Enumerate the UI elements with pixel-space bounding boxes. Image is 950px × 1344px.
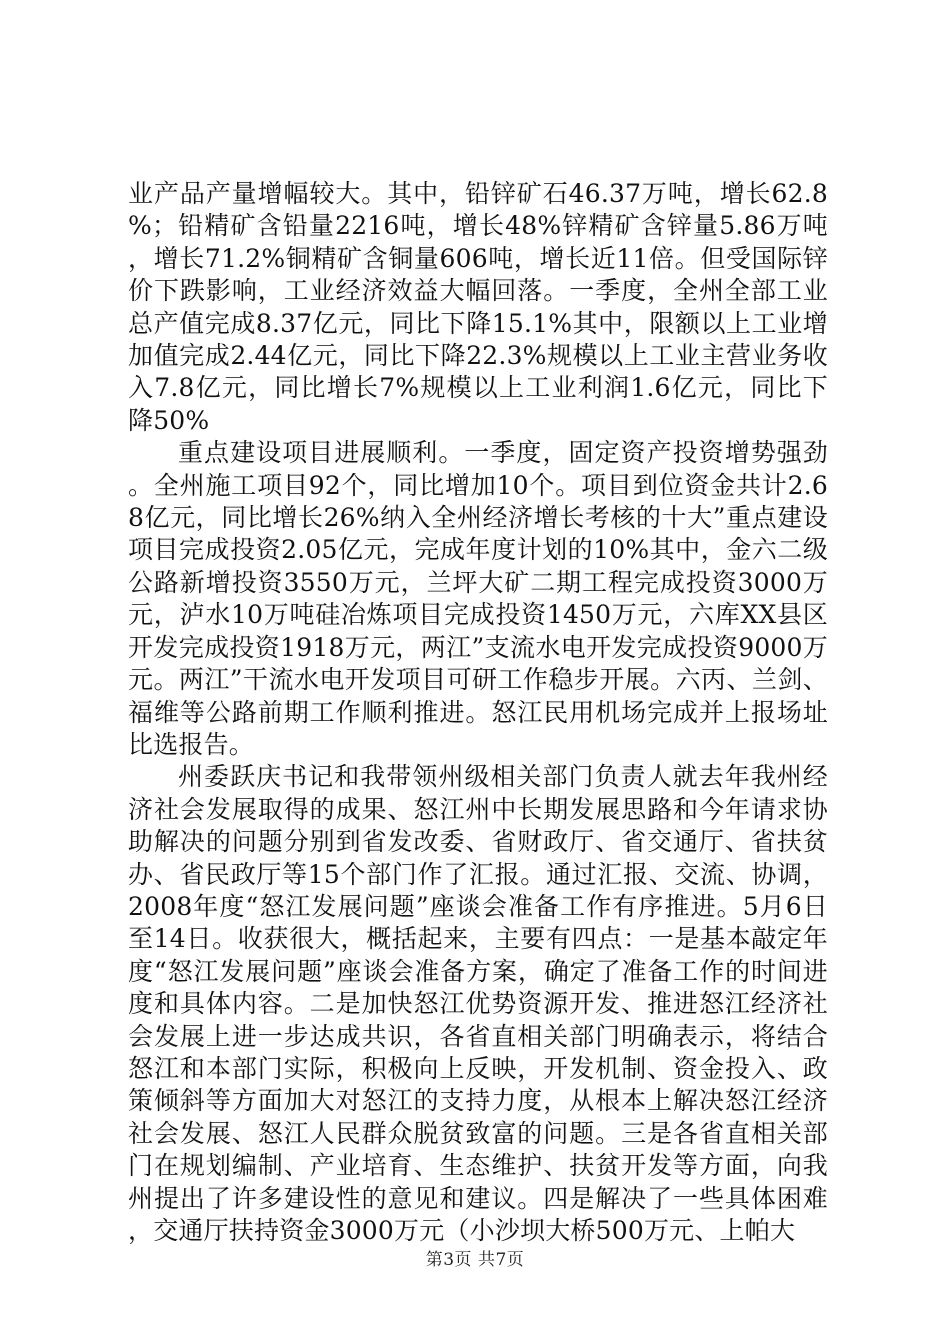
paragraph-industry: 业产品产量增幅较大。其中，铅锌矿石46.37万吨，增长62.8%；铅精矿含铅量2216吨，增长48%锌精矿含锌量5.86万吨，增长71.2%铜精矿含铜量606吨，增长近11倍。但受国际锌价下跌影响，工业经济效益大幅回落。一季度，全州全部工业总产值完成8.37亿元，同比下降15.1%其中，限额以上工业增加值完成2.44亿元，同比下降22.3%规模以上工业主营业务收入7.8亿元，同比增长7%规模以上工业利润1.6亿元，同比下降50% [128,179,828,435]
document-body [128,178,828,1247]
page-number-footer: 第3页 共7页 [425,1250,525,1270]
paragraph-provincial-report: 州委跃庆书记和我带领州级相关部门负责人就去年我州经济社会发展取得的成果、怒江州中长期发展思路和今年请求协助解决的问题分别到省发改委、省财政厅、省交通厅、省扶贫办、省民政厅等15个部门作了汇报。通过汇报、交流、协调，2008年度“怒江发展问题”座谈会准备工作有序推进。5月6日至14日。收获很大，概括起来，主要有四点：一是基本敲定年度“怒江发展问题”座谈会准备方案，确定了准备工作的时间进度和具体内容。二是加快怒江优势资源开发、推进怒江经济社会发展上进一步达成共识，各省直相关部门明确表示，将结合怒江和本部门实际，积极向上反映，开发机制、资金投入、政策倾斜等方面加大对怒江的支持力度，从根本上解决怒江经济社会发展、怒江人民群众脱贫致富的问题。三是各省直相关部门在规划编制、产业培育、生态维护、扶贫开发等方面，向我州提出了许多建设性的意见和建议。四是解决了一些具体困难，交通厅扶持资金3000万元（小沙坝大桥500万元、上帕大 [128,762,828,1245]
paragraph-key-projects: 重点建设项目进展顺利。一季度，固定资产投资增势强劲。全州施工项目92个，同比增加10个。项目到位资金共计2.68亿元，同比增长26%纳入全州经济增长考核的十大”重点建设项目完成投资2.05亿元，完成年度计划的10%其中，金六二级公路新增投资3550万元，兰坪大矿二期工程完成投资3000万元，泸水10万吨硅冶炼项目完成投资1450万元，六库XX县区开发完成投资1918万元，两江”支流水电开发完成投资9000万元。两江”干流水电开发项目可研工作稳步开展。六丙、兰剑、福维等公路前期工作顺利推进。怒江民用机场完成并上报场址比选报告。 [128,438,828,759]
